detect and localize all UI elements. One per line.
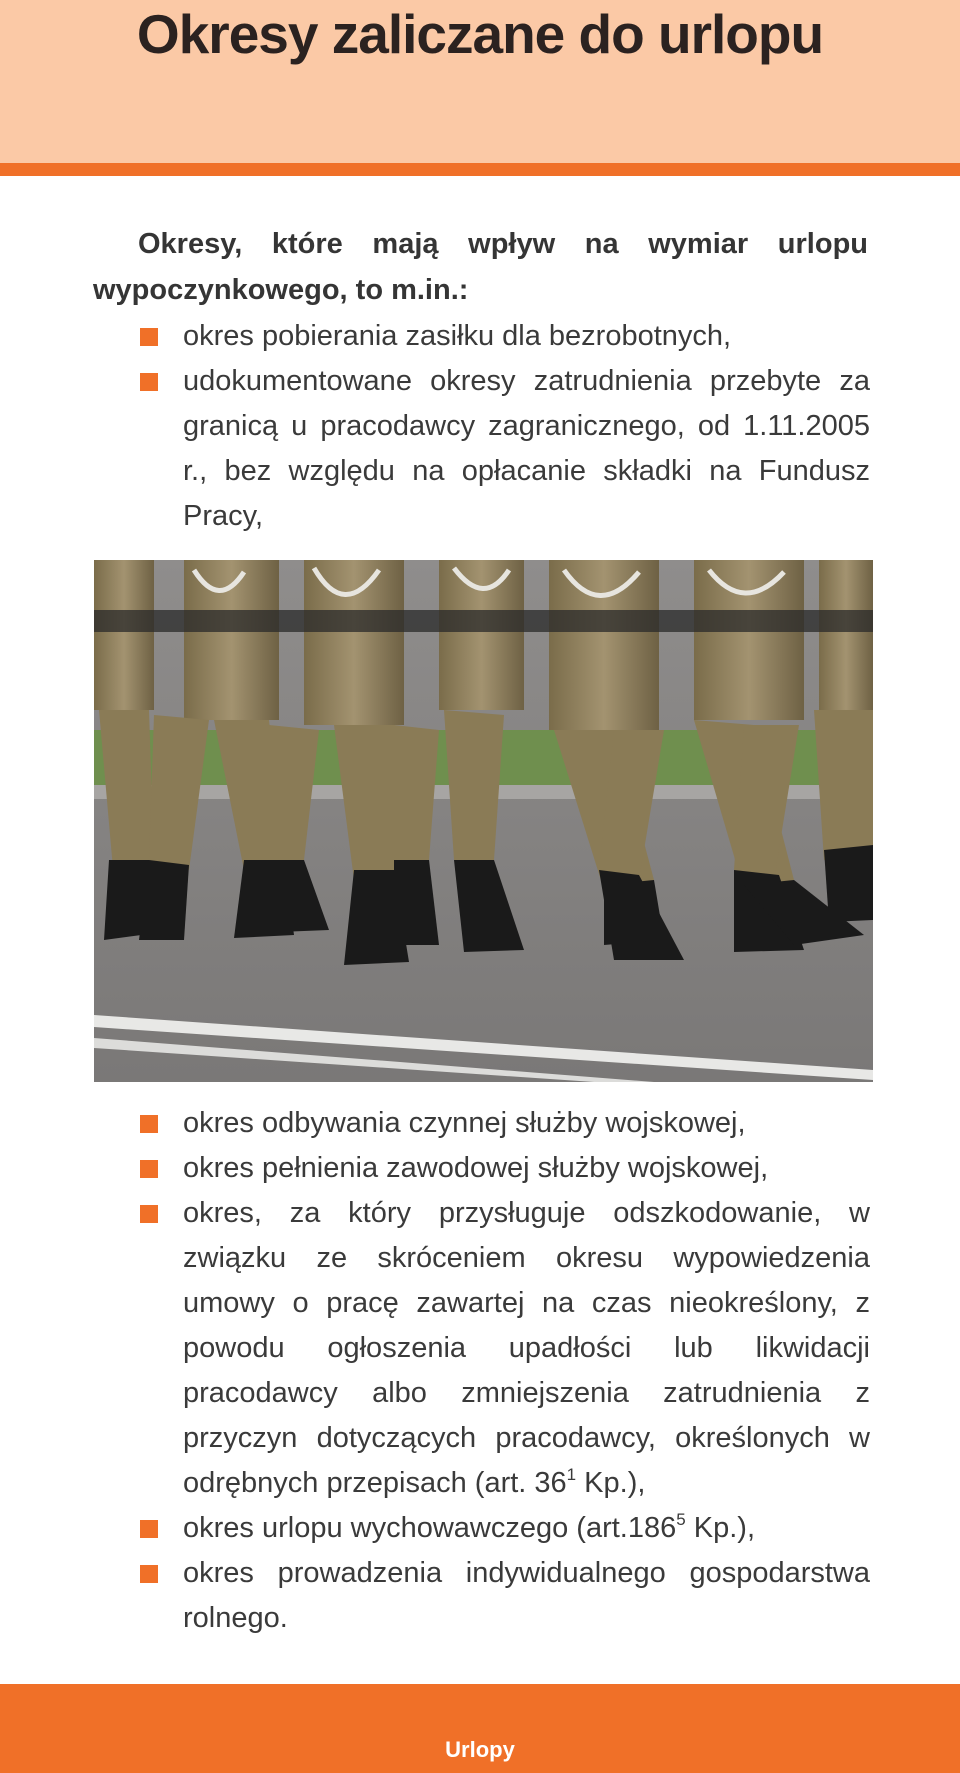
list-item-text: okres pobierania zasiłku dla bezrobotnych, (183, 320, 732, 352)
superscript: 5 (676, 1510, 686, 1529)
list-item-text-tail: Kp.), (685, 1512, 756, 1544)
square-bullet-icon (140, 373, 158, 391)
intro-paragraph: Okresy, które mają wpływ na wymiar urlopu wypoczynkowego, to m.in.: (93, 228, 868, 306)
list-item (140, 1101, 870, 1146)
list-item-text: udokumentowane okresy zatrudnienia przebyte za granicą u pracodawcy zagranicznego, od 1.11.2005 r., bez względu na opłacanie składki na Fundusz Pracy, (183, 365, 870, 532)
list-item-text (183, 1197, 870, 1499)
page-title: Okresy zaliczane do urlopu (136, 3, 824, 65)
square-bullet-icon (140, 1565, 158, 1583)
list-item-text (183, 1512, 755, 1544)
square-bullet-icon (140, 328, 158, 346)
list-item (140, 314, 870, 359)
list-item (140, 1551, 870, 1641)
list-item-text: okres pełnienia zawodowej służby wojskowej, (183, 1152, 769, 1184)
list-item (140, 1146, 870, 1191)
list-item (140, 359, 870, 539)
list-item-text-tail: Kp.), (576, 1467, 646, 1499)
period-list-upper (140, 314, 870, 539)
marching-soldiers-photo (94, 560, 873, 1082)
list-item-text: okres prowadzenia indywidualnego gospodarstwa rolnego. (183, 1557, 870, 1634)
square-bullet-icon (140, 1160, 158, 1178)
list-item-text: okres odbywania czynnej służby wojskowej, (183, 1107, 746, 1139)
footer-label: Urlopy (445, 1737, 515, 1762)
list-item (140, 1191, 870, 1506)
header-rule (0, 163, 960, 176)
square-bullet-icon (140, 1115, 158, 1133)
list-item (140, 1506, 870, 1551)
period-list-lower (140, 1101, 870, 1641)
superscript: 1 (566, 1465, 577, 1484)
square-bullet-icon (140, 1520, 158, 1538)
list-item-text-main: okres, za który przysługuje odszkodowanie, w związku ze skróceniem okresu wypowiedzenia umowy o pracę zawartej na czas nieokreślony, z powodu ogłoszenia upadłości lub likwidacji pracodawcy albo zmniejszenia zatrudnienia z przyczyn dotyczących pracodawcy, określonych w odrębnych przepisach (art. 36 (183, 1197, 870, 1499)
square-bullet-icon (140, 1205, 158, 1223)
list-item-text-main: okres urlopu wychowawczego (art.186 (183, 1512, 677, 1544)
